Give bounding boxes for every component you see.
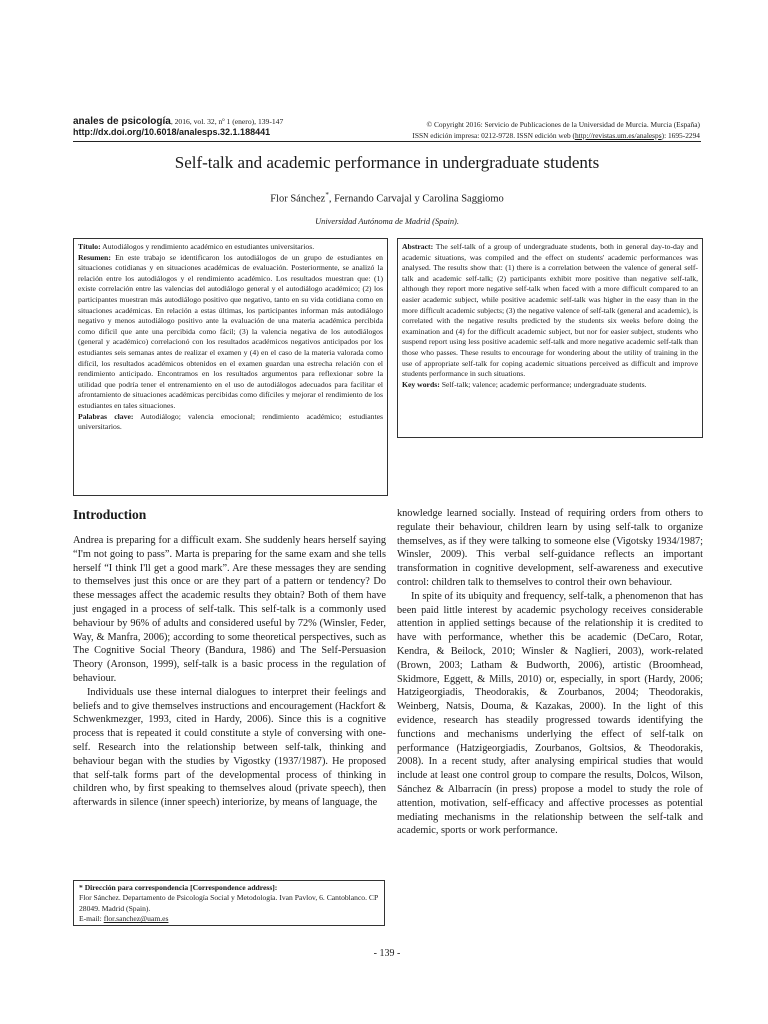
issn-suffix: ): 1695-2294 <box>661 131 700 140</box>
keywords-text: Self-talk; valence; academic performance; undergraduate students. <box>439 379 647 389</box>
body-paragraph: Andrea is preparing for a difficult exam. She suddenly hears herself saying “I'm not going to pass”. Marta is preparing for the same exam and she tells herself “I think I'll get a good mark”. Are these messages they are sending to themselves just this once or are they part of a pattern or tendency? Do these messages affect the academic results they obtain? Both of them have just engaged in a process of self-talk. This self-talk is a commonly used behaviour by 96% of adults and considered useful by 72% (Winsler, Feder, Way, & Manfra, 2006); according to some theoretical perspectives, such as The Cognitive Social Theory (Bandura, 1986) and The Self-Persuasion Theory (Aronson, 1999), self-talk is a basic process in the regulation of behaviour. <box>73 535 386 684</box>
keywords-line <box>402 380 698 391</box>
abstract-paragraph <box>402 242 698 380</box>
titulo-label: Título: <box>78 242 101 251</box>
journal-meta: , 2016, vol. 32, nº 1 (enero), 139-147 <box>170 117 284 126</box>
author-star: * <box>325 191 329 199</box>
issn-prefix: ISSN edición impresa: 0212-9728. ISSN edición web ( <box>412 131 575 140</box>
correspondence-title: * Dirección para correspondencia [Correspondence address]: <box>79 883 278 892</box>
body-paragraph: Individuals use these internal dialogues to interpret their feelings and beliefs and to give themselves instructions and encouragement (Hackfort & Schwenkmezger, 1993, cited in Hardy, 2006). Since this is a cognitive process that is repeated it could constitute a style of conversing with one-self. Research into the relationship between self-talk, thinking and behaviour began with the studies by Vigostky (1937/1987). He proposed that self-talk forms part of the developmental process of thinking in children who, by first speaking to themselves aloud (private speech), then afterwards in silence (inner speech) interiorize, by means of language, the <box>73 686 386 809</box>
header-rule <box>73 141 701 142</box>
correspondence-email-line <box>79 914 379 924</box>
keywords-label: Key words: <box>402 379 440 389</box>
resumen-paragraph <box>78 253 383 412</box>
resumen-label: Resumen: <box>78 252 111 262</box>
abstract-english-box <box>397 238 703 438</box>
page-number: - 139 - <box>373 948 401 959</box>
doi-link[interactable]: http://dx.doi.org/10.6018/analesps.32.1.188441 <box>73 127 271 137</box>
journal-web-link[interactable]: http://revistas.um.es/analesps <box>574 131 662 140</box>
palabras-clave-line <box>78 412 383 433</box>
resumen-text: En este trabajo se identificaron los autodiálogos de un grupo de estudiantes en situaciones cotidianas y en situaciones académicas de evaluación. Posteriormente, se analizó la relación entre los autodiálogos y el rendimiento académico. Los resultados muestran que: (1) existe correlación entre las valencias del autodiálogo general y el autodiálogo académico; (2) los participantes muestran más autodiálogo positivo que negativo, tanto en su vida cotidiana como en situaciones académicas. En relación a estas últimas, los participantes informan más autodiálogo negativo y menos autodiálogo positivo ante la evaluación de una materia académica percibida como difícil que ante una percibida como fácil; (3) la valencia negativa de los autodiálogos (general y académico) correlacionó con los resultados académicos negativos anticipados por los estudiantes seis semanas antes de realizar el examen y (4) en el caso de la materia valorada como difícil, los resultados académicos obtenidos en el examen guardan una estrecha relación con el rendimiento anticipado. Encontramos en los resultados argumentos para reflexionar sobre la utilidad que podría tener el entrenamiento en el uso de autodiálogos adecuados para facilitar el afrontamiento de situaciones académicas percibidas como difíciles y mejorar el rendimiento de los estudiantes en tales situaciones. <box>78 252 383 410</box>
author-rest: , Fernando Carvajal y Carolina Saggiomo <box>328 193 504 205</box>
journal-name: anales de psicología <box>73 116 171 127</box>
author-first: Flor Sánchez <box>270 193 326 205</box>
abstract-text: The self-talk of a group of undergraduate students, both in general day-to-day and academic situations, was compiled and the effect on students' academic performances was analysed. The results show that: (1) there is a correlation between the valence of general self-talk and academic self-talk; (2) participants exhibit more positive than negative self-talk, although they report more negative self-talk when faced with a more difficult compared to an easier academic subject, while positive academic self-talk was higher in the easy than in the more difficult academic subjects; (3) the negative valence of self-talk (general and academic), is correlated with the negative results predicted by the students six weeks before doing the examination and (4) for the difficult academic subject, but nor for easier subject, students who suspend report using less positive academic self-talk and more negative academic self-talk than those who passes. These results to encourage for wondering about the utility of training in the use of appropriate self-talk for coping academic situations perceived as difficult and improve students performance in such situations. <box>402 242 698 379</box>
email-label: E-mail: <box>79 914 104 924</box>
issn-line <box>320 130 700 141</box>
palabras-clave-text: Autodiálogo; valencia emocional; rendimiento académico; estudiantes universitarios. <box>78 411 383 432</box>
section-heading-introduction: Introduction <box>73 507 147 522</box>
body-column-right <box>397 507 703 838</box>
copyright-text: © Copyright 2016: Servicio de Publicaciones de la Universidad de Murcia. Murcia (España) <box>426 120 700 129</box>
copyright-block <box>320 119 700 141</box>
titulo-text: Autodiálogos y rendimiento académico en estudiantes universitarios. <box>100 242 315 251</box>
article-title: Self-talk and academic performance in undergraduate students <box>174 153 600 172</box>
body-paragraph: In spite of its ubiquity and frequency, self-talk, a phenomenon that has been paid little interest by academic psychology receives considerable attention in applied settings because of the relationship it is credited to have with performance, whether this be academic (DeCaro, Rotar, Kendra, & Beilock, 2010; Winsler & Naglieri, 2003), work-related (Brown, 2003; Latham & Budworth, 2006), artistic (Broomhead, Skidmore, Eggett, & Mills, 2010) or, especially, in sport (Hardy, 2006; Hatzigeorgiadis, Theodorakis, & Zourbanos, 2004; Theodorakis, Weinberg, Natsis, Douma, & Kazakas, 2000). In the light of this evidence, research has steadily progressed towards identifying the functions and mechanisms underlying the effect of self-talk on performance (Hatzigeorgiadis, Zourbanos, Goltsios, & Theodorakis, 2008). In a recent study, after analysing empirical studies that would include at least one control group to compare the results, Dolcos, Wilson, Sánchez & Albarracín (in press) propose a model to study the role of attention, motivation, self-efficacy and affective processes as potential mediating mechanisms in the relationship between the self-talk and academic, sports or work performance. <box>397 590 703 837</box>
article-affiliation: Universidad Autónoma de Madrid (Spain). <box>315 217 459 226</box>
palabras-clave-label: Palabras clave: <box>78 411 134 421</box>
email-link[interactable]: flor.sanchez@uam.es <box>103 914 169 924</box>
body-column-left <box>73 507 386 810</box>
correspondence-box <box>73 880 385 926</box>
correspondence-address: Flor Sánchez. Departamento de Psicología Social y Metodología. Ivan Pavlov, 6. Cantoblanco. CP 28049. Madrid (Spain). <box>79 893 378 913</box>
body-paragraph: knowledge learned socially. Instead of requiring orders from others to regulate their behaviour, children learn by using self-talk to organize themselves, as if they were talking to someone else (Vigotsky 1934/1987; Winsler, 2009). This verbal self-guidance reflects an important transformation in cognitive development, self-awareness and executive control: children talk to themselves to control their own behaviour. <box>397 508 703 588</box>
abstract-spanish-box <box>73 238 388 496</box>
abstract-label: Abstract: <box>402 242 434 251</box>
titulo-line <box>78 242 383 253</box>
article-authors <box>73 188 701 207</box>
